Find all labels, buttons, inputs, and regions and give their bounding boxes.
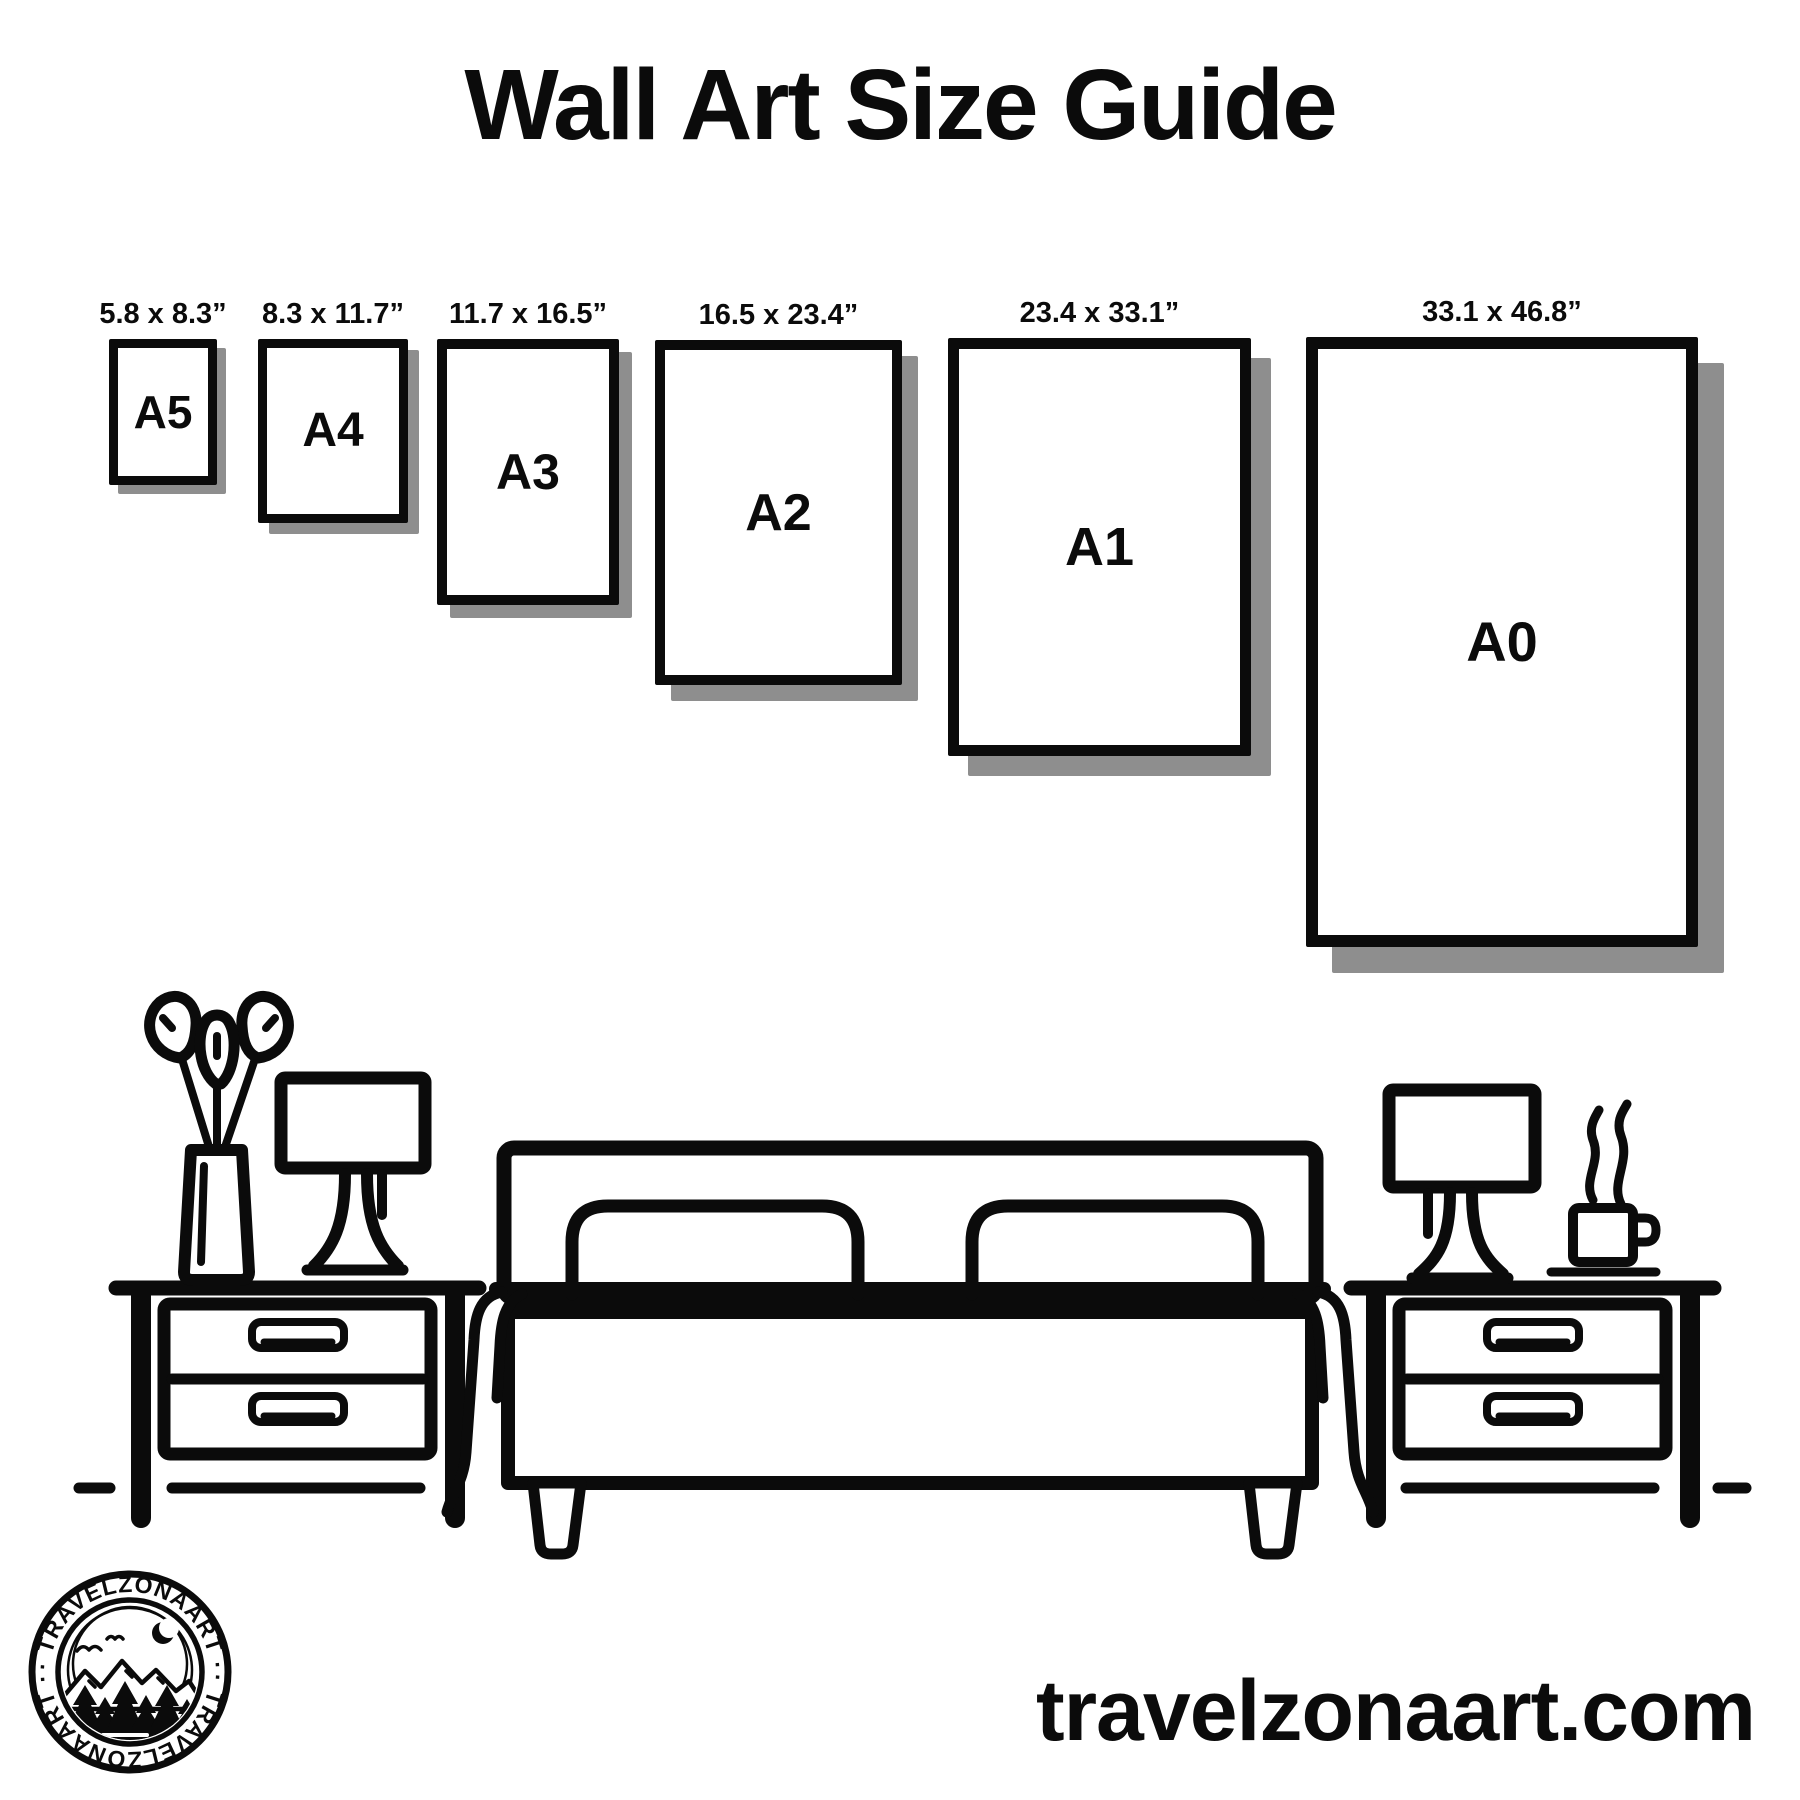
lamp-left-icon xyxy=(281,1078,425,1270)
frame-size-label: 11.7 x 16.5” xyxy=(448,298,608,330)
frame-size-label: 5.8 x 8.3” xyxy=(99,298,227,330)
frame-size-label: 33.1 x 46.8” xyxy=(1422,296,1582,328)
frame-name-label: A3 xyxy=(496,444,560,500)
logo-arc-text-top: · TRAVELZONAART · xyxy=(28,1570,232,1671)
website-url: travelzonaart.com xyxy=(1035,1663,1755,1759)
plant-icon xyxy=(150,996,289,1280)
frame-name-label: A0 xyxy=(1466,610,1538,673)
lamp-right-icon xyxy=(1389,1090,1535,1278)
coffee-cup-icon xyxy=(1551,1104,1656,1272)
frame-size-label: 23.4 x 33.1” xyxy=(1019,297,1180,329)
frame-name-label: A4 xyxy=(302,404,364,457)
logo-birds-icon xyxy=(77,1637,123,1652)
logo-arc-text-bottom: · TRAVELZONAART · xyxy=(28,1673,232,1774)
page-title: Wall Art Size Guide xyxy=(464,49,1336,161)
frame-name-label: A5 xyxy=(133,386,193,438)
frame-size-label: 16.5 x 23.4” xyxy=(698,299,859,331)
brand-logo xyxy=(29,1571,231,1773)
frame-name-label: A2 xyxy=(745,483,812,542)
bed-icon xyxy=(447,1148,1373,1554)
logo-moon-icon xyxy=(152,1618,179,1644)
frame-size-label: 8.3 x 11.7” xyxy=(262,298,404,330)
frame-name-label: A1 xyxy=(1064,517,1135,577)
